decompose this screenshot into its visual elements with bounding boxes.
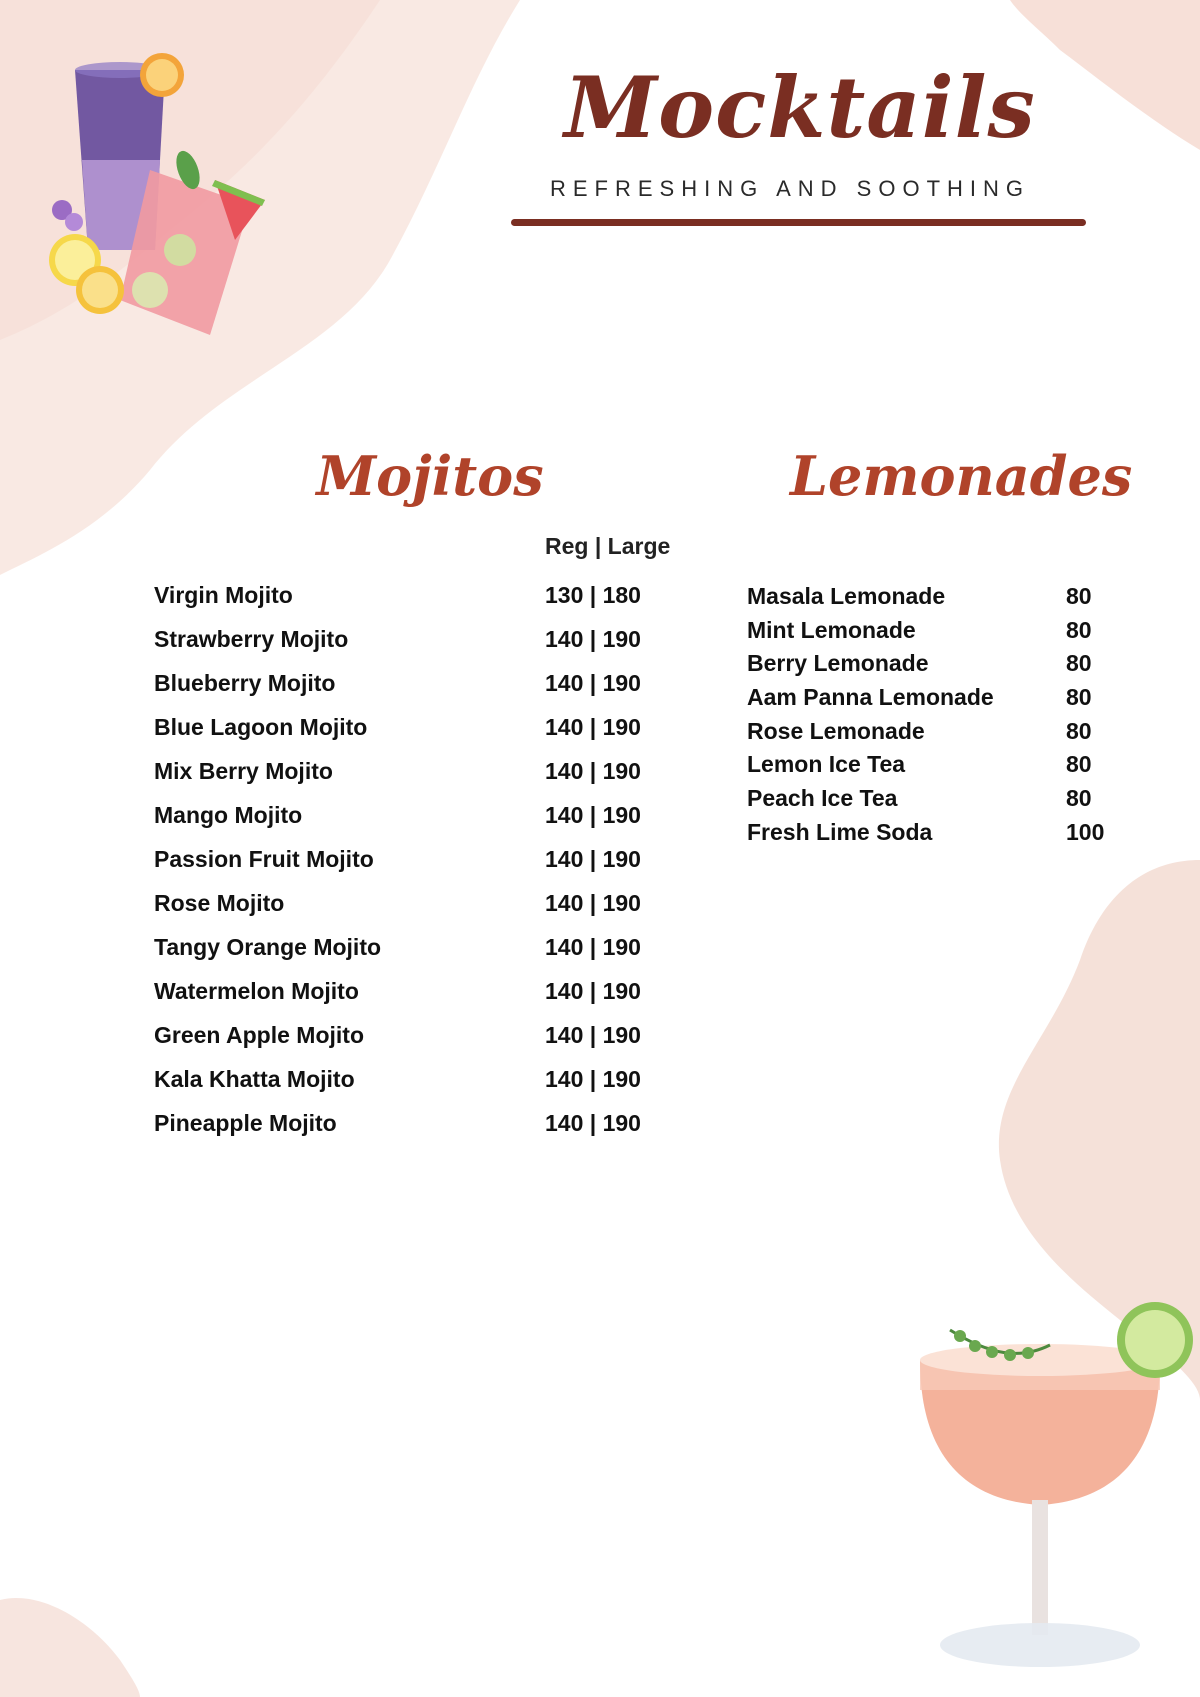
list-item [154, 582, 694, 626]
item-price: 130 | 180 [545, 582, 641, 608]
item-name: Peach Ice Tea [747, 785, 898, 812]
item-name: Blue Lagoon Mojito [154, 714, 368, 740]
list-item [154, 802, 694, 846]
list-item [747, 650, 1167, 684]
item-name: Virgin Mojito [154, 582, 293, 608]
list-item [154, 846, 694, 890]
item-name: Watermelon Mojito [154, 978, 359, 1004]
page-subtitle: REFRESHING AND SOOTHING [549, 176, 1031, 201]
item-name: Strawberry Mojito [154, 626, 349, 652]
item-name: Lemon Ice Tea [747, 751, 906, 778]
list-item [154, 934, 694, 978]
item-price: 80 [1066, 785, 1092, 812]
size-column-header: Reg | Large [545, 533, 671, 559]
lemonades-list [747, 583, 1167, 853]
mocktail-glasses-illustration [40, 50, 280, 350]
item-price: 80 [1066, 616, 1092, 643]
mojitos-section-title: Mojitos [316, 444, 544, 508]
list-item [154, 978, 694, 1022]
item-price: 80 [1066, 583, 1092, 609]
list-item [154, 1110, 694, 1154]
item-name: Mint Lemonade [747, 616, 916, 643]
item-name: Masala Lemonade [747, 583, 946, 609]
item-name: Blueberry Mojito [154, 670, 336, 696]
list-item [154, 714, 694, 758]
list-item [154, 758, 694, 802]
title-divider [511, 219, 1086, 226]
item-name: Kala Khatta Mojito [154, 1066, 355, 1092]
item-name: Mango Mojito [154, 802, 303, 828]
item-name: Berry Lemonade [747, 650, 929, 677]
item-price: 140 | 190 [545, 890, 641, 916]
item-price: 140 | 190 [545, 978, 641, 1004]
item-name: Tangy Orange Mojito [154, 934, 382, 960]
item-price: 140 | 190 [545, 934, 641, 960]
cocktail-coupe-illustration [910, 1300, 1200, 1680]
item-name: Rose Lemonade [747, 717, 925, 744]
item-price: 140 | 190 [545, 626, 641, 652]
list-item [747, 617, 1167, 651]
list-item [154, 670, 694, 714]
list-item [747, 684, 1167, 718]
list-item [154, 1022, 694, 1066]
item-price: 140 | 190 [545, 1022, 641, 1048]
item-price: 140 | 190 [545, 758, 641, 784]
lemonades-section-title: Lemonades [790, 444, 1133, 508]
page-title: Mocktails [564, 58, 1036, 157]
list-item [747, 751, 1167, 785]
item-price: 140 | 190 [545, 714, 641, 740]
item-price: 140 | 190 [545, 1066, 641, 1092]
list-item [747, 819, 1167, 853]
item-price: 80 [1066, 650, 1092, 677]
item-name: Pineapple Mojito [154, 1110, 337, 1136]
item-name: Fresh Lime Soda [747, 818, 933, 845]
item-price: 140 | 190 [545, 670, 641, 696]
list-item [747, 583, 1167, 617]
mojitos-list [154, 582, 694, 1154]
item-price: 140 | 190 [545, 802, 641, 828]
item-name: Passion Fruit Mojito [154, 846, 374, 872]
item-name: Green Apple Mojito [154, 1022, 364, 1048]
item-price: 80 [1066, 684, 1092, 711]
item-price: 80 [1066, 717, 1092, 744]
item-name: Aam Panna Lemonade [747, 684, 994, 711]
item-name: Mix Berry Mojito [154, 758, 333, 784]
item-name: Rose Mojito [154, 890, 285, 916]
item-price: 80 [1066, 751, 1092, 778]
list-item [154, 626, 694, 670]
list-item [747, 785, 1167, 819]
item-price: 140 | 190 [545, 846, 641, 872]
list-item [154, 1066, 694, 1110]
list-item [747, 718, 1167, 752]
item-price: 140 | 190 [545, 1110, 641, 1136]
item-price: 100 [1066, 818, 1105, 845]
list-item [154, 890, 694, 934]
